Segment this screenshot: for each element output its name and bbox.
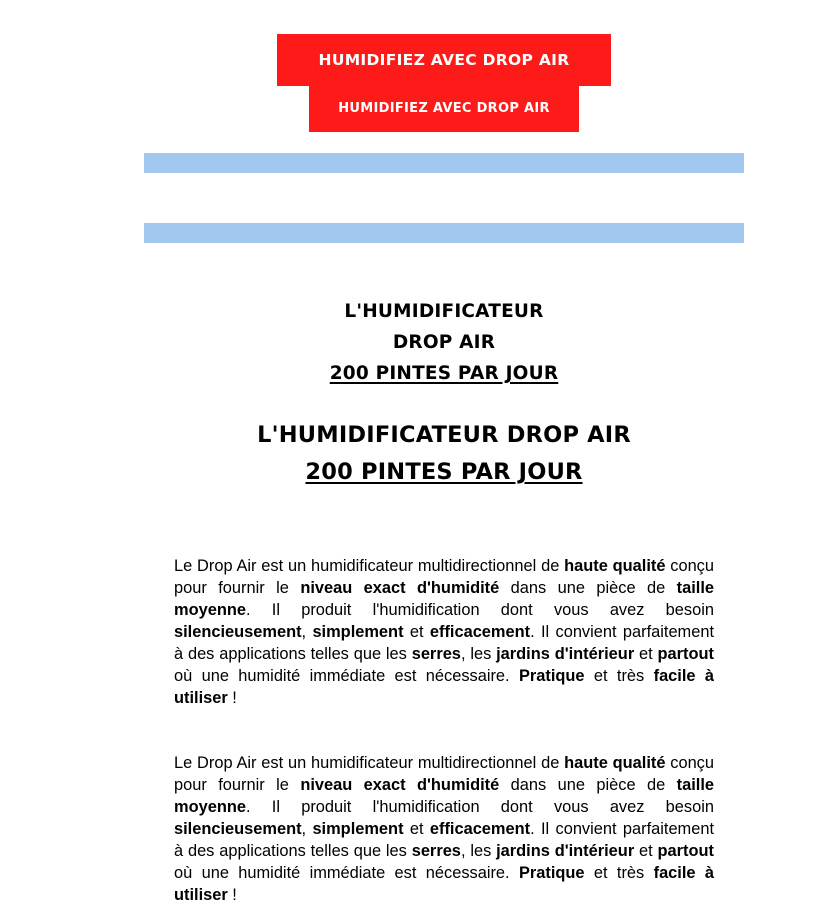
promo-banner-large[interactable]: HUMIDIFIEZ AVEC DROP AIR xyxy=(277,34,611,86)
product-heading-small xyxy=(144,296,744,389)
heading-large-line-1: L'HUMIDIFICATEUR DROP AIR xyxy=(257,422,631,448)
heading-large-line-2: 200 PINTES PAR JOUR xyxy=(305,459,583,485)
heading-small-line-2: DROP AIR xyxy=(392,332,496,353)
promo-banner-small[interactable]: HUMIDIFIEZ AVEC DROP AIR xyxy=(309,86,579,132)
description-paragraph-2: Le Drop Air est un humidificateur multidirectionnel de haute qualité conçu pour fournir le niveau exact d'humidité dans une pièce de taille moyenne. Il produit l'humidification dont vous avez besoin silencieusement, simplement et efficacement. Il convient parfaitement à des applications telles que les serres, les jardins d'intérieur et partout où une humidité immédiate est nécessaire. Pratique et très facile à utiliser ! xyxy=(174,754,715,904)
description-paragraph-1: Le Drop Air est un humidificateur multidirectionnel de haute qualité conçu pour fournir le niveau exact d'humidité dans une pièce de taille moyenne. Il produit l'humidification dont vous avez besoin silencieusement, simplement et efficacement. Il convient parfaitement à des applications telles que les serres, les jardins d'intérieur et partout où une humidité immédiate est nécessaire. Pratique et très facile à utiliser ! xyxy=(174,557,715,707)
divider-bar-bottom xyxy=(144,223,744,243)
heading-small-line-1: L'HUMIDIFICATEUR xyxy=(344,301,544,322)
product-heading-large xyxy=(144,417,744,491)
divider-bar-top xyxy=(144,153,744,173)
heading-small-line-3: 200 PINTES PAR JOUR xyxy=(329,363,559,384)
